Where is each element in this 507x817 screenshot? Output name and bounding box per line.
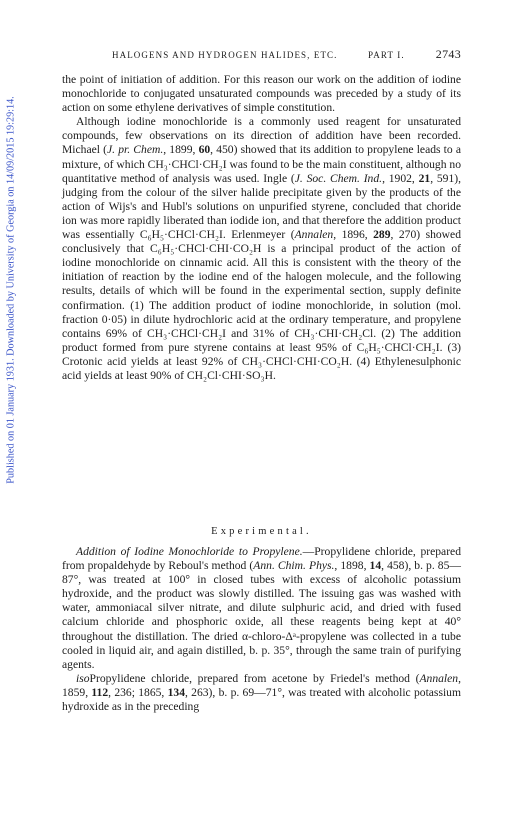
part-label: PART I.	[368, 50, 405, 60]
subsection-heading: Addition of Iodine Monochloride to Propylene.	[76, 545, 303, 558]
paragraph-iodine-monochloride: Although iodine monochloride is a commonly used reagent for unsaturated compounds, few observations on its direction of addition have been recorded. Michael (J. pr. Chem., 1899, 60, 450) showed that its addition to propylene leads to a mixture, of which CH₃·CHCl·CH₂I was found to be the main constituent, although no quantitative method of analysis was used. Ingle (J. Soc. Chem. Ind., 1902, 21, 591), judging from the colour of the silver halide precipitate given by the products of the action of Wijs's and Hubl's solutions on unpurified styrene, concluded that choride ion was more rapidly liberated than iodide ion, and that therefore the addition product was essentially C₆H₅·CHCl·CH₂I. Erlenmeyer (Annalen, 1896, 289, 270) showed conclusively that C₆H₅·CHCl·CHI·CO₂H is a principal product of the action of iodine monochloride on cinnamic acid. All this is consistent with the theory of the initiation of reaction by the iodine end of the halogen molecule, and the following results, details of which will be found in the experimental section, supply definite confirmation. (1) The addition product of iodine monochloride, in solution (mol. fraction 0·05) in dilute hydrochloric acid at the ordinary temperature, and propylene contains 69% of CH₃·CHCl·CH₂I and 31% of CH₃·CHI·CH₂Cl. (2) The addition product formed from pure styrene contains at least 95% of C₆H₅·CHCl·CH₂I. (3) Crotonic acid yields at least 92% of CH₃·CHCl·CHI·CO₂H. (4) Ethylenesulphonic acid yields at least 90% of CH₂Cl·CHI·SO₃H.	[62, 115, 462, 382]
publication-watermark: Published on 01 January 1931. Downloaded by University of Georgia on 14/09/2015 19:29:14.	[5, 96, 17, 484]
paragraph-isopropylidene: isoPropylidene chloride, prepared from acetone by Friedel's method (Annalen, 1859, 112, 236; 1865, 134, 263), b. p. 69—71°, was treated with alcoholic potassium hydroxide as in the preceding	[62, 671, 461, 714]
body-column-top	[62, 73, 461, 383]
running-title: HALOGENS AND HYDROGEN HALIDES, ETC.	[112, 50, 338, 60]
paragraph-continuation: the point of initiation of addition. For this reason our work on the addition of iodine monochloride to conjugated unsaturated compounds was preceded by a study of its action on some ethylene derivatives of simple constitution.	[62, 73, 461, 115]
section-heading-experimental: Experimental.	[211, 526, 312, 537]
paragraph-propylene-addition: Addition of Iodine Monochloride to Propylene.—Propylidene chloride, prepared from propaldehyde by Reboul's method (Ann. Chim. Phys., 1898, 14, 458), b. p. 85—87°, was treated at 100° in closed tubes with excess of alcoholic potassium hydroxide, and the product was slowly distilled. The issuing gas was washed with water, ammoniacal silver nitrate, and dilute sulphuric acid, and dried with fused calcium chloride and phosphoric oxide, all these reagents being kept at 40° throughout the distillation. The dried α-chloro-Δᵃ-propylene was collected in a tube cooled in liquid air, and again distilled, b. p. 35°, through the same train of purifying agents.	[62, 545, 461, 671]
page-number: 2743	[435, 47, 461, 61]
body-column-bottom	[62, 545, 461, 714]
